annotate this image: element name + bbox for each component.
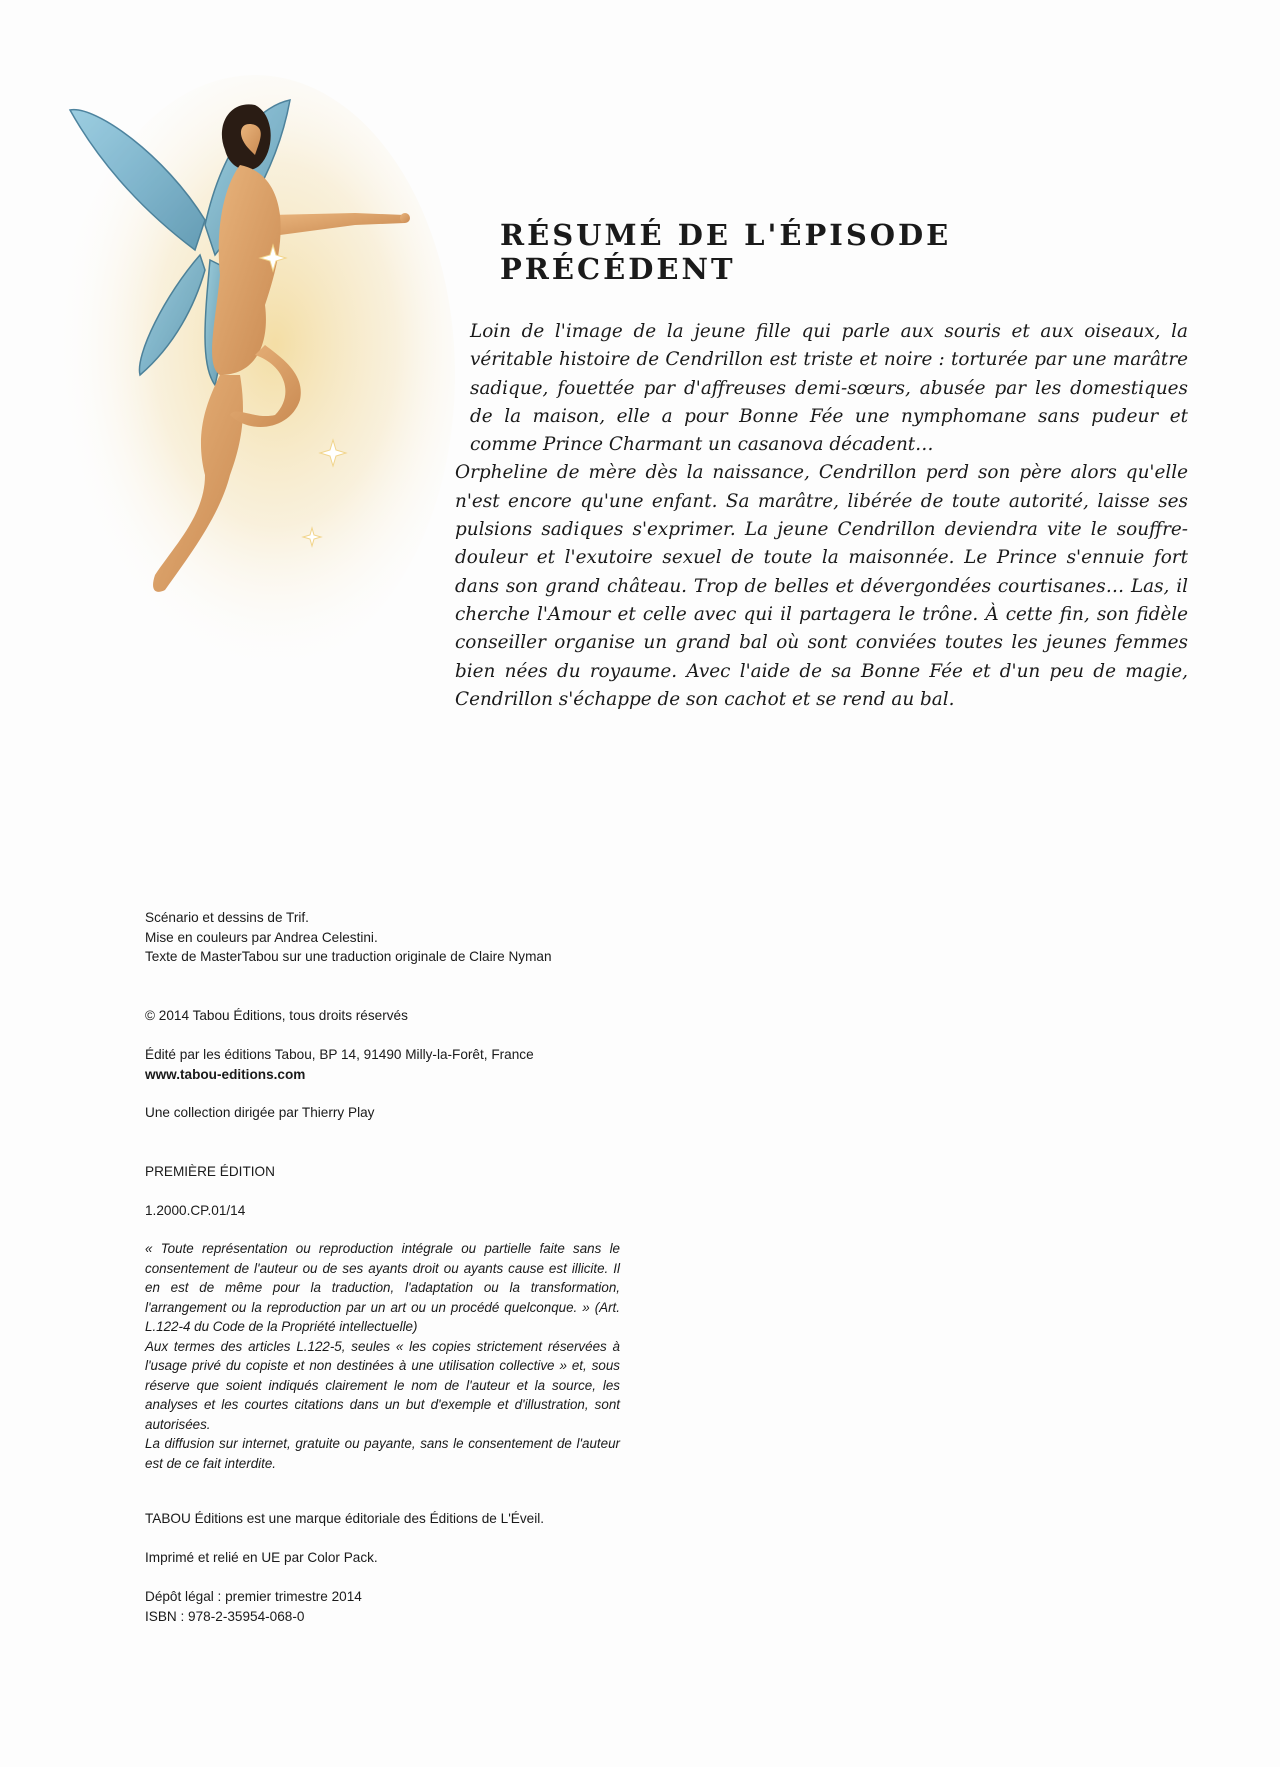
website-link[interactable]: www.tabou-editions.com (145, 1066, 306, 1082)
legal-paragraph: « Toute représentation ou reproduction intégrale ou partielle faite sans le consentement de l'auteur ou de ses ayants droit ou ayants cause est illicite. Il en est de même pour la traduction, l'adaptation ou la transformation, l'arrangement ou la reproduction par un art ou un procédé quelconque. » (Art. L.122-4 du Code de la Propriété intellectuelle) (145, 1241, 620, 1334)
brand-notice: TABOU Éditions est une marque éditoriale des Éditions de L'Éveil. (145, 1511, 545, 1526)
author-credit: Texte de MasterTabou sur une traduction originale de Claire Nyman (145, 949, 552, 964)
authors-block (145, 908, 620, 967)
isbn: ISBN : 978-2-35954-068-0 (145, 1608, 305, 1624)
legal-paragraph: Aux termes des articles L.122-5, seules « les copies strictement réservées à l'usage privé du copiste et non destinées à une utilisation collective » et, sous réserve que soient indiqués clairement le nom de l'auteur et la source, les analyses et les courtes citations dans un but d'exemple et d'illustration, sont autorisées. (145, 1338, 620, 1432)
edition-label: PREMIÈRE ÉDITION (145, 1164, 275, 1179)
publisher-address: Édité par les éditions Tabou, BP 14, 91490 Milly-la-Forêt, France (145, 1047, 534, 1062)
summary-paragraph: Loin de l'image de la jeune fille qui parle aux souris et aux oiseaux, la véritable histoire de Cendrillon est triste et noire : torturée par une marâtre sadique, fouettée par d'affreuses demi-sœurs, abusée par les domestiques de la maison, elle a pour Bonne Fée une nymphomane sans pudeur et comme Prince Charmant un casanova décadent… (470, 321, 1188, 456)
legal-paragraph: La diffusion sur internet, gratuite ou payante, sans le consentement de l'auteur est de ce fait interdite. (145, 1436, 620, 1471)
author-credit: Mise en couleurs par Andrea Celestini. (145, 929, 378, 945)
summary-title: RÉSUMÉ DE L'ÉPISODE PRÉCÉDENT (500, 218, 952, 286)
summary-body (300, 318, 1188, 714)
copyright-notice: © 2014 Tabou Éditions, tous droits réservés (145, 1008, 408, 1023)
legal-notice (145, 1239, 620, 1473)
collection-director: Une collection dirigée par Thierry Play (145, 1105, 375, 1120)
summary-paragraph: Orpheline de mère dès la naissance, Cendrillon perd son père alors qu'elle n'est encore qu'une enfant. Sa marâtre, libérée de toute autorité, laisse ses pulsions sadiques s'exprimer. La jeune Cendrillon deviendra vite le souffre-douleur et l'exutoire sexuel de toute la maisonnée. Le Prince s'ennuie fort dans son grand château. Trop de belles et dévergondées courtisanes… Las, il cherche l'Amour et celle avec qui il partagera le trône. À cette fin, son fidèle conseiller organise un grand bal où sont conviées toutes les jeunes femmes bien nées du royaume. Avec l'aide de sa Bonne Fée et d'un peu de magie, Cendrillon s'échappe de son cachot et se rend au bal. (455, 462, 1188, 710)
edition-code: 1.2000.CP.01/14 (145, 1203, 246, 1218)
author-credit: Scénario et dessins de Trif. (145, 910, 309, 925)
legal-deposit: Dépôt légal : premier trimestre 2014 (145, 1589, 362, 1604)
printer-notice: Imprimé et relié en UE par Color Pack. (145, 1550, 378, 1565)
